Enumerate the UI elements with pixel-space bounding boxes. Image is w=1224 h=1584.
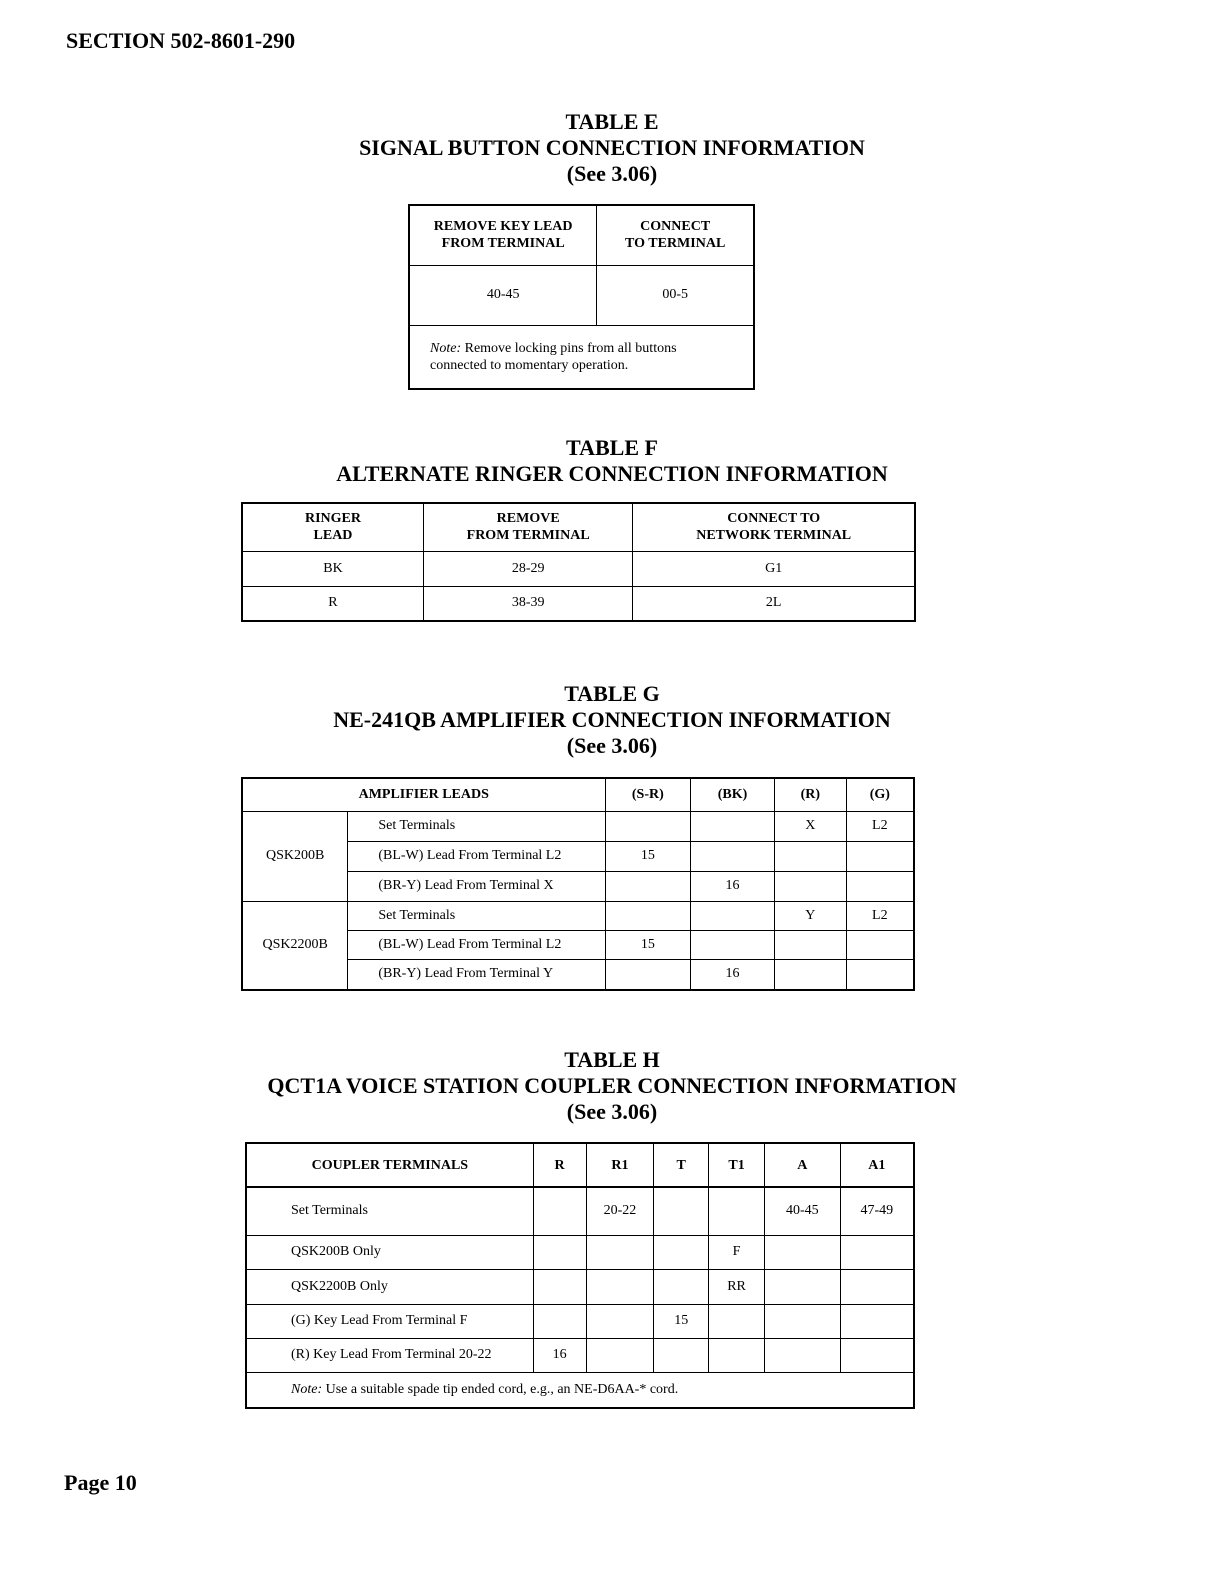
table-h-title (0, 1047, 1224, 1125)
table-h-label: TABLE H (564, 1047, 660, 1072)
table-row (242, 551, 915, 586)
table-cell: 40-45 (409, 265, 597, 325)
table-cell (586, 1235, 654, 1269)
table-f-title (0, 435, 1224, 487)
table-row (246, 1269, 914, 1304)
table-cell: 40-45 (764, 1187, 840, 1235)
table-g-reference: (See 3.06) (566, 733, 658, 758)
table-cell (654, 1269, 709, 1304)
table-h-col-header: A1 (840, 1143, 914, 1187)
table-cell (533, 1304, 586, 1338)
table-g-heading: NE-241QB AMPLIFIER CONNECTION INFORMATION (333, 707, 891, 732)
table-f (241, 502, 916, 622)
table-g-label: TABLE G (564, 681, 660, 706)
table-h-col-header: T1 (709, 1143, 765, 1187)
table-h-col-header: T (654, 1143, 709, 1187)
table-h-col-header: COUPLER TERMINALS (246, 1143, 533, 1187)
table-cell (605, 901, 691, 930)
table-e-label: TABLE E (565, 109, 659, 134)
table-g (241, 777, 915, 991)
table-cell (586, 1338, 654, 1372)
table-e-col-header: CONNECT TO TERMINAL (597, 205, 754, 265)
table-cell: 2L (633, 586, 915, 621)
table-cell: 38-39 (423, 586, 632, 621)
table-cell: (BR-Y) Lead From Terminal Y (348, 959, 605, 990)
table-cell: Set Terminals (348, 811, 605, 841)
table-e-reference: (See 3.06) (566, 161, 658, 186)
table-cell (840, 1304, 914, 1338)
table-cell: (R) Key Lead From Terminal 20-22 (246, 1338, 533, 1372)
table-cell (764, 1235, 840, 1269)
table-h-heading: QCT1A VOICE STATION COUPLER CONNECTION INFORMATION (267, 1073, 957, 1098)
table-row (242, 901, 914, 930)
table-cell (774, 871, 846, 901)
table-cell (586, 1269, 654, 1304)
table-cell (533, 1187, 586, 1235)
table-cell (654, 1187, 709, 1235)
table-cell: 28-29 (423, 551, 632, 586)
table-cell: 15 (605, 930, 691, 959)
table-cell (709, 1304, 765, 1338)
table-g-col-header: (G) (846, 778, 914, 811)
table-cell: Y (774, 901, 846, 930)
table-cell: F (709, 1235, 765, 1269)
table-cell (709, 1187, 765, 1235)
table-g-col-header: (R) (774, 778, 846, 811)
table-cell (840, 1269, 914, 1304)
table-cell (846, 959, 914, 990)
table-cell (605, 811, 691, 841)
table-f-label: TABLE F (566, 435, 658, 460)
table-e (408, 204, 755, 390)
table-cell (764, 1269, 840, 1304)
table-row (242, 811, 914, 841)
table-cell: 16 (533, 1338, 586, 1372)
table-cell: G1 (633, 551, 915, 586)
table-cell (654, 1338, 709, 1372)
table-h-col-header: A (764, 1143, 840, 1187)
table-cell (774, 930, 846, 959)
table-cell: Set Terminals (246, 1187, 533, 1235)
table-cell: RR (709, 1269, 765, 1304)
table-g-title (0, 681, 1224, 759)
table-cell: QSK2200B Only (246, 1269, 533, 1304)
table-g-col-header: (BK) (691, 778, 775, 811)
table-cell: (G) Key Lead From Terminal F (246, 1304, 533, 1338)
table-cell (764, 1304, 840, 1338)
table-cell (840, 1338, 914, 1372)
table-g-col-header: (S-R) (605, 778, 691, 811)
table-h-col-header: R1 (586, 1143, 654, 1187)
table-row (242, 586, 915, 621)
table-cell: L2 (846, 811, 914, 841)
table-g-col-header: AMPLIFIER LEADS (242, 778, 605, 811)
table-row (246, 1304, 914, 1338)
table-row (246, 1187, 914, 1235)
table-cell: 15 (654, 1304, 709, 1338)
table-e-col-header: REMOVE KEY LEAD FROM TERMINAL (409, 205, 597, 265)
table-cell: (BL-W) Lead From Terminal L2 (348, 930, 605, 959)
table-cell (846, 841, 914, 871)
table-cell: BK (242, 551, 423, 586)
table-cell: 00-5 (597, 265, 754, 325)
table-cell: (BR-Y) Lead From Terminal X (348, 871, 605, 901)
table-h-reference: (See 3.06) (566, 1099, 658, 1124)
table-cell (605, 871, 691, 901)
table-cell (654, 1235, 709, 1269)
table-cell (691, 841, 775, 871)
table-cell (533, 1269, 586, 1304)
table-cell (764, 1338, 840, 1372)
table-cell: QSK200B Only (246, 1235, 533, 1269)
group-label: QSK2200B (242, 901, 348, 990)
table-cell (840, 1235, 914, 1269)
table-cell (691, 901, 775, 930)
table-cell (691, 811, 775, 841)
table-row (409, 265, 754, 325)
table-cell (846, 930, 914, 959)
table-cell: X (774, 811, 846, 841)
section-header: SECTION 502-8601-290 (66, 28, 296, 53)
table-row (246, 1235, 914, 1269)
table-e-title (0, 109, 1224, 187)
table-cell: 16 (691, 959, 775, 990)
group-label: QSK200B (242, 811, 348, 901)
table-h-col-header: R (533, 1143, 586, 1187)
table-cell (605, 959, 691, 990)
table-cell (586, 1304, 654, 1338)
table-e-heading: SIGNAL BUTTON CONNECTION INFORMATION (359, 135, 865, 160)
table-cell: 47-49 (840, 1187, 914, 1235)
table-f-col-header: REMOVE FROM TERMINAL (423, 503, 632, 551)
table-cell (774, 841, 846, 871)
table-cell: (BL-W) Lead From Terminal L2 (348, 841, 605, 871)
table-cell (691, 930, 775, 959)
table-f-col-header: RINGER LEAD (242, 503, 423, 551)
table-cell: 15 (605, 841, 691, 871)
table-f-col-header: CONNECT TO NETWORK TERMINAL (633, 503, 915, 551)
table-row (246, 1338, 914, 1372)
table-e-note: Note: Remove locking pins from all buttons connected to momentary operation. (409, 325, 754, 389)
table-cell (709, 1338, 765, 1372)
table-h-note: Note: Use a suitable spade tip ended cord, e.g., an NE-D6AA-* cord. (246, 1372, 914, 1408)
table-f-heading: ALTERNATE RINGER CONNECTION INFORMATION (336, 461, 888, 486)
table-h (245, 1142, 915, 1409)
table-cell: L2 (846, 901, 914, 930)
table-cell (846, 871, 914, 901)
table-cell: 20-22 (586, 1187, 654, 1235)
page-number: Page 10 (64, 1470, 137, 1495)
table-cell (774, 959, 846, 990)
table-cell: Set Terminals (348, 901, 605, 930)
table-cell (533, 1235, 586, 1269)
table-cell: R (242, 586, 423, 621)
table-cell: 16 (691, 871, 775, 901)
